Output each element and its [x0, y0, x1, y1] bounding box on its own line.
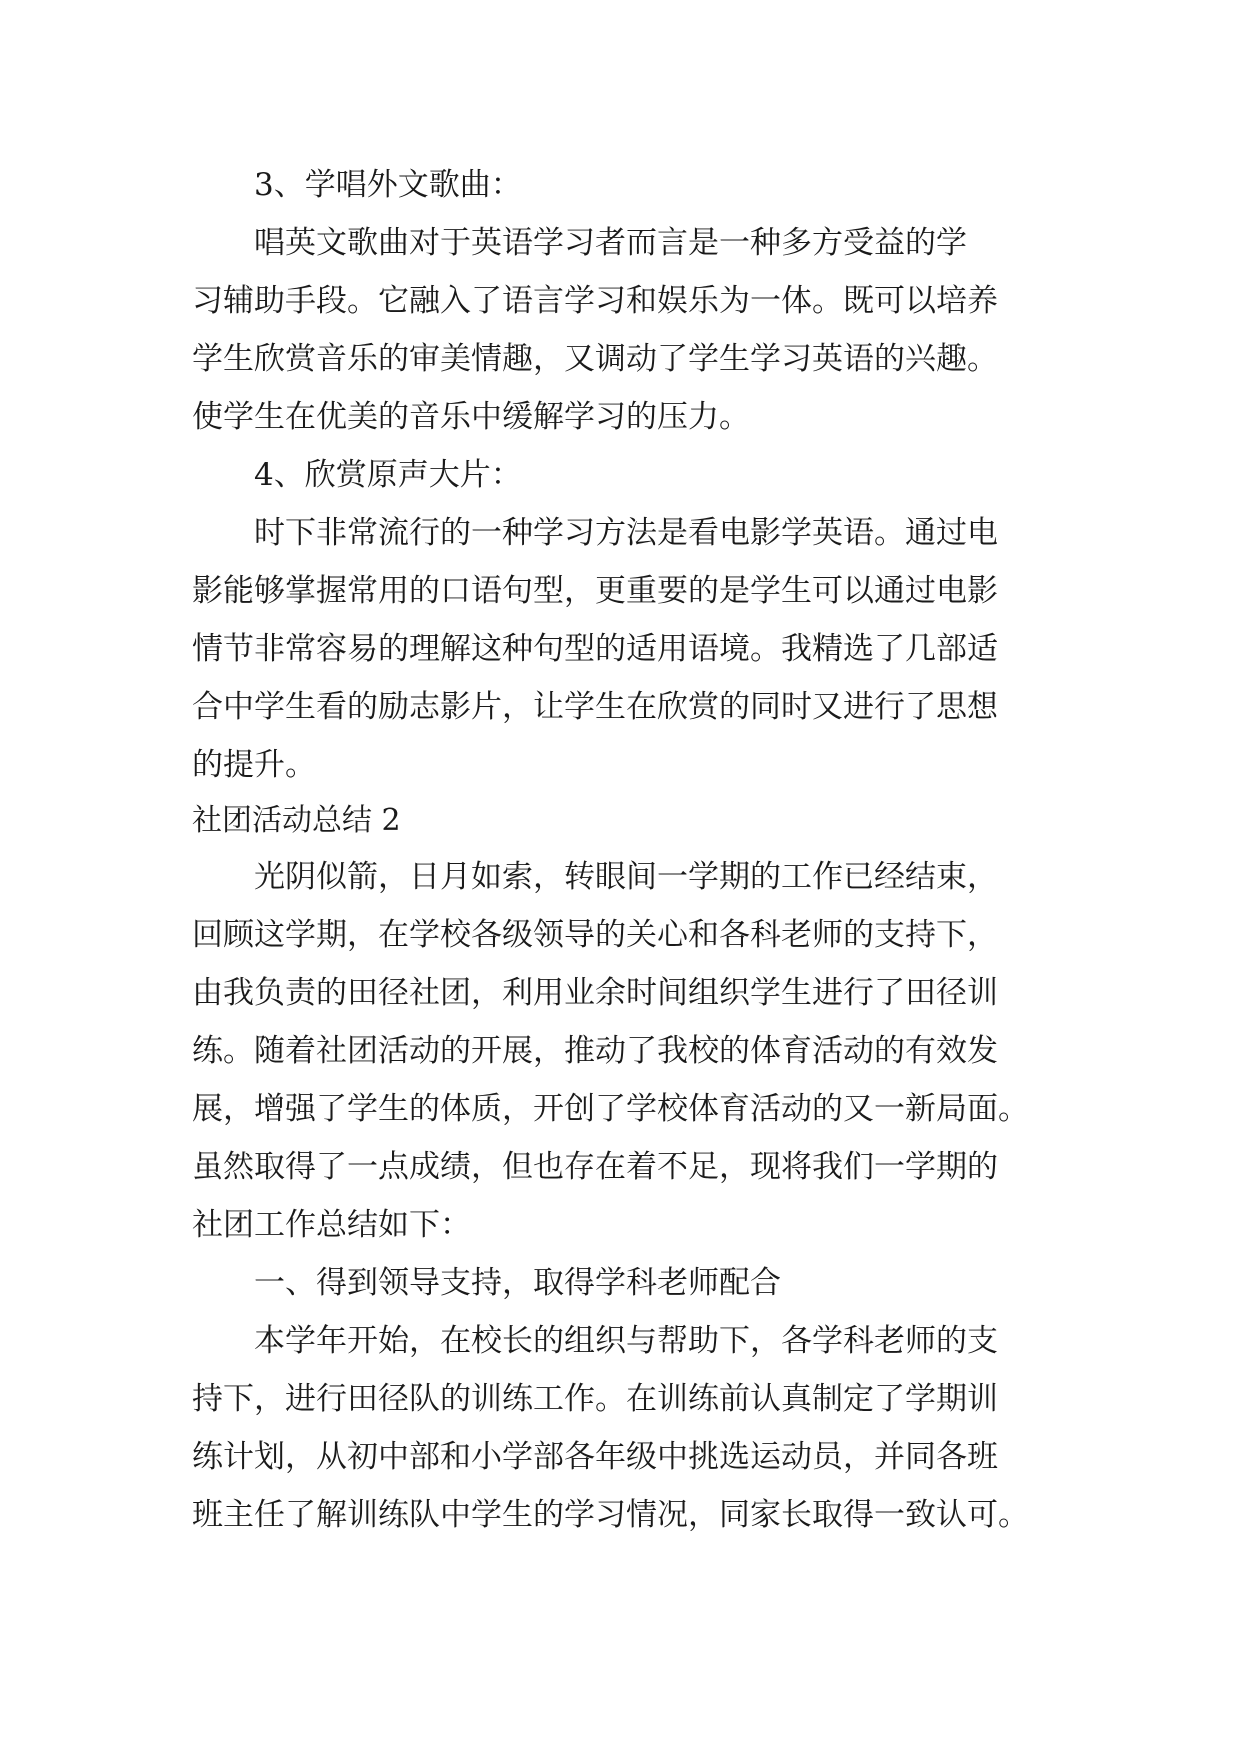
item-3-heading: 3、学唱外文歌曲： [254, 167, 522, 203]
paragraph-line: 使学生在优美的音乐中缓解学习的压力。 [192, 399, 750, 435]
paragraph-line: 时下非常流行的一种学习方法是看电影学英语。通过电 [254, 515, 998, 551]
paragraph-line: 持下，进行田径队的训练工作。在训练前认真制定了学期训 [192, 1381, 998, 1417]
paragraph-line: 的提升。 [192, 747, 316, 783]
item-4-heading: 4、欣赏原声大片： [254, 457, 522, 493]
paragraph-line: 本学年开始，在校长的组织与帮助下，各学科老师的支 [254, 1323, 998, 1359]
paragraph-line: 习辅助手段。它融入了语言学习和娱乐为一体。既可以培养 [192, 283, 998, 319]
paragraph-line: 情节非常容易的理解这种句型的适用语境。我精选了几部适 [192, 631, 998, 667]
paragraph-line: 由我负责的田径社团，利用业余时间组织学生进行了田径训 [192, 975, 998, 1011]
paragraph-line: 展，增强了学生的体质，开创了学校体育活动的又一新局面。 [192, 1091, 1029, 1127]
paragraph-line: 练。随着社团活动的开展，推动了我校的体育活动的有效发 [192, 1033, 998, 1069]
paragraph-line: 光阴似箭，日月如索，转眼间一学期的工作已经结束， [254, 859, 998, 895]
section-title: 社团活动总结 2 [192, 803, 401, 838]
paragraph-line: 练计划，从初中部和小学部各年级中挑选运动员，并同各班 [192, 1439, 998, 1475]
paragraph-line: 唱英文歌曲对于英语学习者而言是一种多方受益的学 [254, 225, 967, 261]
paragraph-line: 社团工作总结如下： [192, 1207, 471, 1243]
paragraph-line: 班主任了解训练队中学生的学习情况，同家长取得一致认可。 [192, 1497, 1029, 1533]
paragraph-line: 回顾这学期，在学校各级领导的关心和各科老师的支持下， [192, 917, 998, 953]
paragraph-line: 虽然取得了一点成绩，但也存在着不足，现将我们一学期的 [192, 1149, 998, 1185]
paragraph-line: 影能够掌握常用的口语句型，更重要的是学生可以通过电影 [192, 573, 998, 609]
paragraph-line: 合中学生看的励志影片，让学生在欣赏的同时又进行了思想 [192, 689, 998, 725]
paragraph-line: 学生欣赏音乐的审美情趣，又调动了学生学习英语的兴趣。 [192, 341, 998, 377]
point-1-heading: 一、得到领导支持，取得学科老师配合 [254, 1265, 781, 1301]
